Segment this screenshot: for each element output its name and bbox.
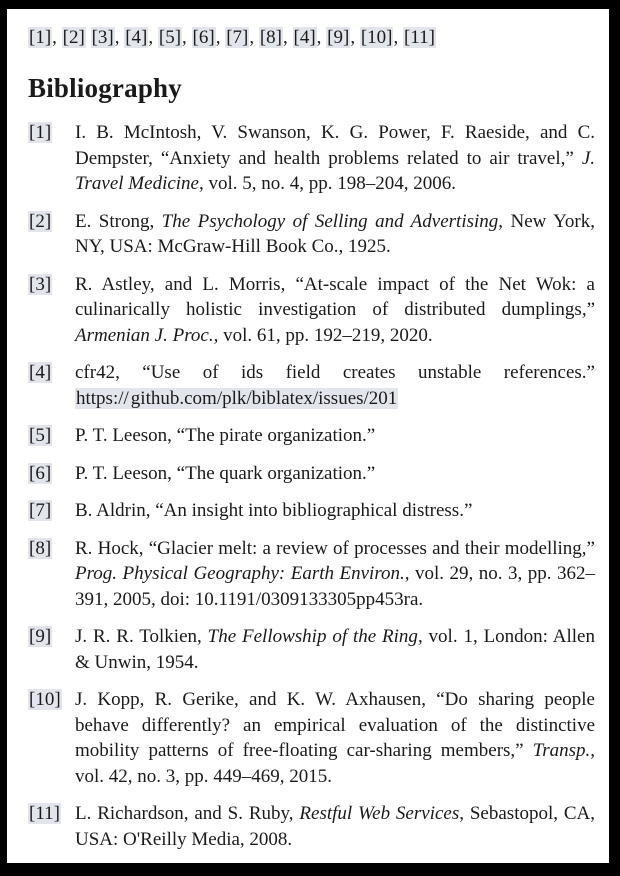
reference-text-segment: , vol. 1, London: Allen & Unwin, 1954. xyxy=(75,626,595,673)
reference-title-italic: J. Travel Medicine xyxy=(75,147,595,194)
reference-label[interactable]: [4] xyxy=(29,362,52,383)
reference-label-column xyxy=(28,498,75,524)
citation-link[interactable]: [4] xyxy=(125,27,148,48)
reference-text xyxy=(75,209,595,260)
citation-separator: , xyxy=(148,27,158,48)
reference-item xyxy=(28,461,595,487)
reference-text xyxy=(75,461,595,487)
reference-text-segment: I. B. McIntosh, V. Swanson, K. G. Power, F. Raeside, and C. Dempster, “Anxiety and health problems related to air travel,” xyxy=(75,122,595,169)
reference-text-segment: R. Astley, and L. Morris, “At-scale impact of the Net Wok: a culinarically holistic investigation of distributed dumplings,” xyxy=(75,273,595,320)
citation-link[interactable]: [11] xyxy=(403,27,435,48)
reference-label-column xyxy=(28,687,75,713)
reference-item xyxy=(28,687,595,789)
reference-text xyxy=(75,272,595,349)
citation-line xyxy=(28,26,595,50)
reference-label[interactable]: [8] xyxy=(29,537,52,559)
citation-separator: , xyxy=(316,27,327,48)
reference-label-column xyxy=(28,209,75,235)
citation-link[interactable]: [8] xyxy=(259,27,282,48)
reference-label[interactable]: [3] xyxy=(29,273,52,295)
reference-item xyxy=(28,498,595,524)
reference-label-column xyxy=(28,536,75,562)
citation-separator: , xyxy=(350,27,360,48)
reference-list xyxy=(28,120,595,852)
citation-separator: , xyxy=(215,27,226,48)
reference-item xyxy=(28,801,595,852)
reference-title-italic: Prog. Physical Geography: Earth Environ. xyxy=(75,563,405,584)
reference-text-segment: , vol. 42, no. 3, pp. 449–469, 2015. xyxy=(75,740,595,787)
reference-text-segment: J. R. R. Tolkien, xyxy=(75,626,208,647)
reference-text xyxy=(75,687,595,789)
citation-separator: , xyxy=(283,27,293,48)
citation-separator xyxy=(86,27,91,48)
reference-url-link[interactable]: https:// xyxy=(76,387,129,409)
reference-text-segment: , vol. 29, no. 3, pp. 362–391, 2005, doi: 10.1191/0309133305pp453ra. xyxy=(75,563,595,610)
reference-text xyxy=(75,624,595,675)
reference-text xyxy=(75,801,595,852)
reference-label[interactable]: [2] xyxy=(29,210,52,232)
reference-label-column xyxy=(28,624,75,650)
reference-label[interactable]: [10] xyxy=(29,689,61,710)
reference-text-segment: J. Kopp, R. Gerike, and K. W. Axhausen, “Do sharing people behave differently? an empirical evaluation of the distinctive mobility patterns of free-floating car-sharing members,” xyxy=(75,689,595,761)
reference-url-link[interactable]: github.com/plk/biblatex/issues/201 xyxy=(130,387,398,409)
citation-link[interactable]: [1] xyxy=(29,27,52,48)
reference-label[interactable]: [9] xyxy=(29,626,52,647)
citation-separator: , xyxy=(393,27,403,48)
reference-label-column xyxy=(28,120,75,146)
reference-text xyxy=(75,120,595,197)
reference-item xyxy=(28,120,595,197)
reference-title-italic: Transp. xyxy=(532,740,591,761)
reference-item xyxy=(28,209,595,260)
reference-text-segment: L. Richardson, and S. Ruby, xyxy=(75,803,300,824)
citation-link[interactable]: [7] xyxy=(226,27,249,48)
citation-separator: , xyxy=(114,27,125,48)
reference-text xyxy=(75,498,595,524)
citation-separator: , xyxy=(249,27,259,48)
citation-separator: , xyxy=(182,27,192,48)
reference-item xyxy=(28,272,595,349)
reference-title-italic: The Psychology of Selling and Advertising xyxy=(161,210,499,232)
reference-title-italic: Armenian J. Proc. xyxy=(75,324,214,346)
reference-item xyxy=(28,536,595,613)
reference-text xyxy=(75,423,595,449)
reference-label-column xyxy=(28,423,75,449)
reference-text xyxy=(75,536,595,613)
reference-label-column xyxy=(28,272,75,298)
citation-link[interactable]: [4] xyxy=(293,27,316,48)
reference-label-column xyxy=(28,360,75,386)
reference-label-column xyxy=(28,801,75,827)
reference-text-segment: P. T. Leeson, “The pirate organization.” xyxy=(75,425,376,446)
reference-text-segment: P. T. Leeson, “The quark organization.” xyxy=(75,462,376,484)
reference-title-italic: The Fellowship of the Ring xyxy=(207,626,418,647)
citation-link[interactable]: [10] xyxy=(360,27,393,48)
reference-item xyxy=(28,360,595,411)
reference-label[interactable]: [11] xyxy=(29,803,60,824)
reference-text-segment: E. Strong, xyxy=(75,210,162,232)
reference-label[interactable]: [6] xyxy=(29,462,52,484)
reference-label[interactable]: [7] xyxy=(29,500,52,521)
reference-item xyxy=(28,624,595,675)
reference-text-segment: , New York, NY, USA: McGraw-Hill Book Co., 1925. xyxy=(75,210,595,257)
reference-label[interactable]: [5] xyxy=(29,425,52,446)
reference-text-segment: R. Hock, “Glacier melt: a review of processes and their modelling,” xyxy=(75,537,595,559)
reference-text-segment: , Sebastopol, CA, USA: O'Reilly Media, 2008. xyxy=(75,803,596,850)
citation-link[interactable]: [9] xyxy=(327,27,350,48)
citation-link[interactable]: [3] xyxy=(91,27,114,48)
reference-text-segment: cfr42, “Use of ids field creates unstable references.” xyxy=(75,362,595,383)
reference-label-column xyxy=(28,461,75,487)
bibliography-heading: Bibliography xyxy=(28,73,182,103)
pdf-page xyxy=(7,9,609,863)
citation-separator: , xyxy=(52,27,62,48)
reference-text-segment: B. Aldrin, “An insight into bibliographical distress.” xyxy=(75,500,473,521)
reference-title-italic: Restful Web Services xyxy=(299,803,460,824)
citation-link[interactable]: [5] xyxy=(158,27,182,48)
citation-link[interactable]: [6] xyxy=(192,27,215,48)
reference-label[interactable]: [1] xyxy=(29,122,52,143)
reference-text-segment: , vol. 61, pp. 192–219, 2020. xyxy=(213,324,433,346)
reference-text-segment: , vol. 5, no. 4, pp. 198–204, 2006. xyxy=(199,173,457,194)
citation-link[interactable]: [2] xyxy=(62,27,85,48)
reference-item xyxy=(28,423,595,449)
reference-text xyxy=(75,360,595,411)
